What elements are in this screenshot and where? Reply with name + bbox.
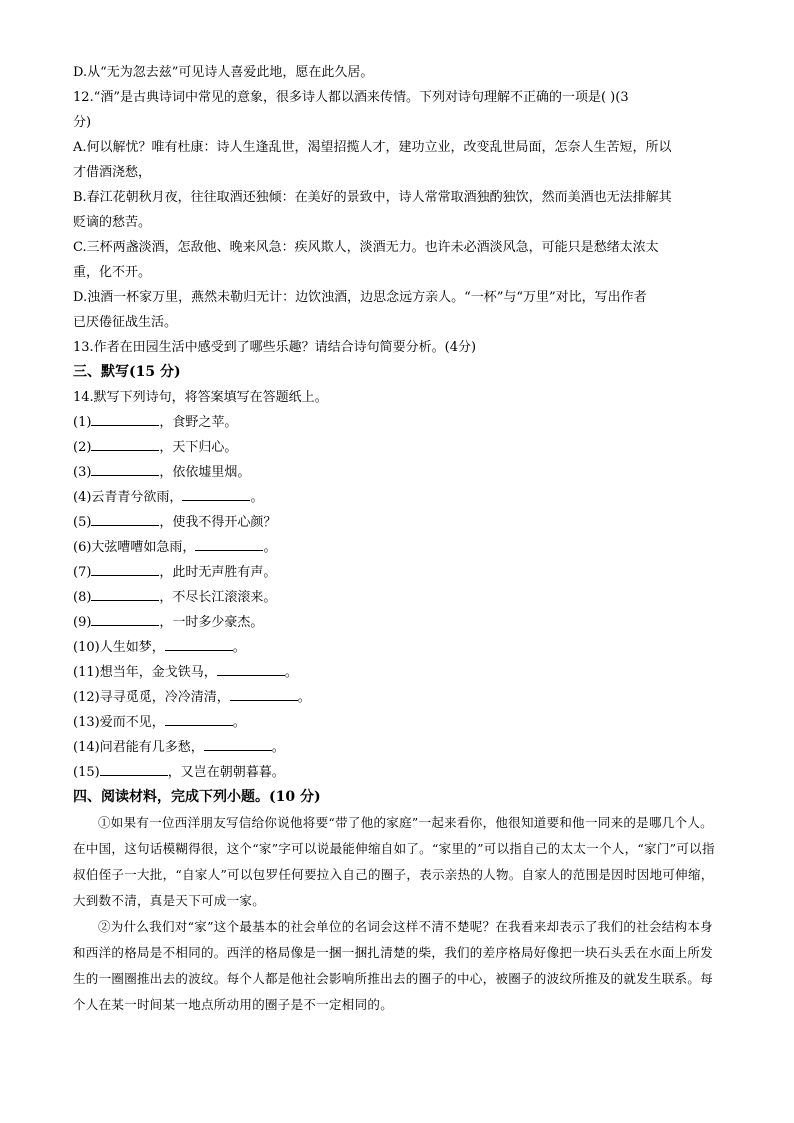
- dictation-item-number: (4): [73, 490, 92, 505]
- dictation-item: [73, 660, 723, 685]
- dictation-prefix-text: 人生如梦，: [99, 640, 165, 655]
- dictation-prefix-text: 爱而不见，: [99, 715, 165, 730]
- dictation-prefix-text: 问君能有几多愁，: [99, 740, 204, 755]
- dictation-item: [73, 710, 723, 735]
- q12-option-d-line1: D.浊酒一杯家万里，燕然未勒归无计：边饮浊酒，边思念远方亲人。“一杯”与“万里”对比，写出作者: [73, 290, 647, 305]
- q12-stem-line1: 12.“酒”是古典诗词中常见的意象，很多诗人都以酒来传情。下列对诗句理解不正确的一项是( )(3: [73, 90, 629, 105]
- dictation-suffix-text: 。: [284, 665, 298, 680]
- q12-option-a-line2: 才借酒浇愁，: [73, 165, 152, 180]
- dictation-suffix-text: ，天下归心。: [159, 440, 238, 455]
- dictation-prefix-text: 云青青兮欲雨，: [91, 490, 183, 505]
- dictation-item-number: (6): [73, 540, 92, 555]
- answer-blank: [182, 487, 250, 501]
- dictation-prefix-text: 大弦嘈嘈如急雨，: [91, 540, 196, 555]
- dictation-suffix-text: 。: [263, 540, 277, 555]
- section3-heading: 三、默写(15 分): [73, 364, 181, 380]
- dictation-item: [73, 760, 723, 785]
- answer-blank: [165, 637, 233, 651]
- dictation-item: [73, 635, 723, 660]
- dictation-suffix-text: ，依依墟里烟。: [159, 465, 251, 480]
- dictation-item-number: (11): [73, 665, 100, 680]
- reading-paragraph-2: ②为什么我们对“家”这个最基本的社会单位的名词会这样不清不楚呢？在我看来却表示了我们的社会结构本身和西洋的格局是不相同的。西洋的格局像是一捆一捆扎清楚的柴，我们的差序格局好像把一块石头丢在水面上所发生的一圈圈推出去的波纹。每个人都是他社会影响所推出去的圈子的中心，被圈子的波纹所推及的就发生联系。每个人在某一时间某一地点所动用的圈子是不一定相同的。: [73, 919, 714, 1012]
- answer-blank: [100, 762, 168, 776]
- dictation-item: [73, 685, 723, 710]
- dictation-item-number: (13): [73, 715, 100, 730]
- reading-paragraph-1: ①如果有一位西洋朋友写信给你说他将要“带了他的家庭”一起来看你，他很知道要和他一同来的是哪几个人。在中国，这句话模糊得很，这个“家”字可以说最能伸缩自如了。“家里的”可以指自己的太太一个人，“家门”可以指叔伯侄子一大批，“自家人”可以包罗任何要拉入自己的圈子，表示亲热的人物。自家人的范围是因时因地可伸缩，大到数不清，真是天下可成一家。: [73, 815, 715, 908]
- dictation-item-number: (5): [73, 515, 92, 530]
- dictation-item-number: (8): [73, 590, 92, 605]
- dictation-list: [73, 410, 723, 785]
- dictation-suffix-text: 。: [271, 740, 285, 755]
- q13-question: 13.作者在田园生活中感受到了哪些乐趣？请结合诗句简要分析。(4分): [73, 340, 477, 355]
- dictation-item-number: (7): [73, 565, 92, 580]
- q12-option-c-line1: C.三杯两盏淡酒，怎敌他、晚来风急：疾风欺人，淡酒无力。也许未必酒淡风急，可能只是愁绪太浓太: [73, 240, 659, 255]
- dictation-item: [73, 435, 723, 460]
- dictation-item: [73, 610, 723, 635]
- dictation-item: [73, 585, 723, 610]
- dictation-item-number: (14): [73, 740, 100, 755]
- dictation-suffix-text: ，食野之苹。: [159, 415, 238, 430]
- dictation-suffix-text: 。: [232, 640, 246, 655]
- dictation-suffix-text: ，使我不得开心颜？: [159, 515, 277, 530]
- dictation-item: [73, 535, 723, 560]
- q11-option-d: D.从“无为忽去兹”可见诗人喜爱此地，愿在此久居。: [73, 65, 374, 80]
- q12-option-d-line2: 已厌倦征战生活。: [73, 315, 178, 330]
- dictation-item-number: (12): [73, 690, 100, 705]
- answer-blank: [204, 737, 272, 751]
- answer-blank: [91, 587, 159, 601]
- dictation-suffix-text: ，一时多少豪杰。: [159, 615, 264, 630]
- dictation-item-number: (9): [73, 615, 92, 630]
- answer-blank: [91, 562, 159, 576]
- dictation-item-number: (2): [73, 440, 92, 455]
- q12-option-a-line1: A.何以解忧？唯有杜康：诗人生逢乱世，渴望招揽人才，建功立业，改变乱世局面，怎奈人生苦短，所以: [73, 140, 672, 155]
- dictation-item: [73, 560, 723, 585]
- dictation-item-number: (10): [73, 640, 100, 655]
- answer-blank: [91, 437, 159, 451]
- dictation-prefix-text: 想当年，金戈铁马，: [99, 665, 217, 680]
- dictation-item: [73, 735, 723, 760]
- dictation-item: [73, 485, 723, 510]
- section4-heading: 四、阅读材料，完成下列小题。(10 分): [73, 789, 321, 805]
- answer-blank: [91, 462, 159, 476]
- exam-page: [73, 60, 723, 1018]
- dictation-suffix-text: 。: [250, 490, 264, 505]
- answer-blank: [91, 412, 159, 426]
- dictation-item-number: (1): [73, 415, 92, 430]
- dictation-item: [73, 460, 723, 485]
- answer-blank: [230, 687, 298, 701]
- answer-blank: [195, 537, 263, 551]
- dictation-item: [73, 410, 723, 435]
- q12-option-b-line2: 贬谪的愁苦。: [73, 215, 152, 230]
- dictation-suffix-text: 。: [297, 690, 311, 705]
- dictation-prefix-text: 寻寻觅觅，冷冷清清，: [99, 690, 230, 705]
- dictation-suffix-text: ，此时无声胜有声。: [159, 565, 277, 580]
- dictation-item: [73, 510, 723, 535]
- q12-stem-line2: 分): [73, 115, 92, 130]
- dictation-suffix-text: 。: [232, 715, 246, 730]
- answer-blank: [165, 712, 233, 726]
- answer-blank: [217, 662, 285, 676]
- q12-option-c-line2: 重，化不开。: [73, 265, 152, 280]
- dictation-suffix-text: ，不尽长江滚滚来。: [159, 590, 277, 605]
- q12-option-b-line1: B.春江花朝秋月夜，往往取酒还独倾：在美好的景致中，诗人常常取酒独酌独饮，然而美酒也无法排解其: [73, 190, 672, 205]
- q14-instruction: 14.默写下列诗句，将答案填写在答题纸上。: [73, 390, 328, 405]
- dictation-item-number: (15): [73, 765, 100, 780]
- answer-blank: [91, 512, 159, 526]
- dictation-item-number: (3): [73, 465, 92, 480]
- answer-blank: [91, 612, 159, 626]
- dictation-suffix-text: ，又岂在朝朝暮暮。: [167, 765, 285, 780]
